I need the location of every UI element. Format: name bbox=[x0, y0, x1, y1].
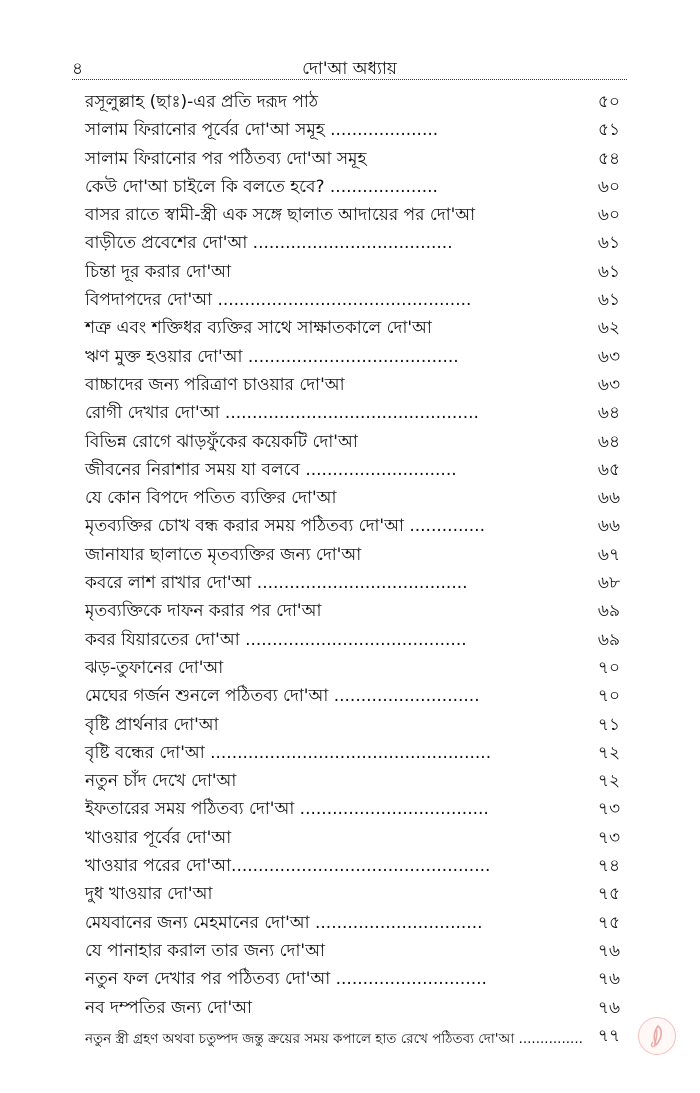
toc-entry bbox=[85, 399, 620, 427]
toc-entry bbox=[85, 145, 620, 173]
toc-entry-page: ৭৪ bbox=[597, 856, 620, 877]
toc-entry-page: ৫০ bbox=[597, 92, 620, 112]
toc-entry-title: জীবনের নিরাশার সময় যা বলবে ............................ bbox=[85, 459, 457, 480]
toc-entry-title: কেউ দো'আ চাইলে কি বলতে হবে? .................... bbox=[85, 176, 438, 197]
toc-entry-title: নতুন চাঁদ দেখে দো'আ bbox=[85, 771, 237, 792]
toc-entry-title: রোগী দেখার দো'আ ............................................... bbox=[85, 403, 479, 424]
toc-entry-page: ৬৭ bbox=[597, 544, 620, 565]
toc-entry-page: ৬২ bbox=[597, 318, 620, 339]
toc-entry-page: ৭৬ bbox=[597, 997, 620, 1018]
toc-entry-title: বাড়ীতে প্রবেশের দো'আ ..................................... bbox=[85, 233, 453, 254]
toc-entry bbox=[85, 173, 620, 201]
toc-entry bbox=[85, 767, 620, 795]
running-title: দো'আ অধ্যায় bbox=[302, 59, 397, 79]
toc-entry-page: ৭৫ bbox=[597, 912, 620, 933]
toc-entry-title: কবরে লাশ রাখার দো'আ ....................................... bbox=[85, 573, 468, 594]
toc-entry bbox=[85, 654, 620, 682]
toc-entry bbox=[85, 428, 620, 456]
feather-logo-icon bbox=[638, 1017, 676, 1055]
toc-entry bbox=[85, 739, 620, 767]
toc-entry-page: ৬০ bbox=[597, 205, 620, 226]
toc-entry-page: ৭০ bbox=[597, 657, 620, 678]
toc-entry-page: ৬০ bbox=[597, 176, 620, 197]
toc-entry-title: সালাম ফিরানোর পর পঠিতব্য দো'আ সমূহ bbox=[85, 148, 367, 169]
toc-entry bbox=[85, 314, 620, 342]
toc-entry bbox=[85, 852, 620, 880]
page-header bbox=[72, 56, 627, 78]
toc-entry bbox=[85, 541, 620, 569]
toc-entry-title: মেঘের গর্জন শুনলে পঠিতব্য দো'আ ........................... bbox=[85, 686, 480, 707]
toc-entry bbox=[85, 456, 620, 484]
toc-entry bbox=[85, 88, 620, 116]
toc-entry bbox=[85, 937, 620, 965]
toc-entry-page: ৭৫ bbox=[597, 884, 620, 905]
toc-entry-page: ৬৪ bbox=[597, 403, 620, 424]
toc-entry-page: ৬৮ bbox=[597, 573, 620, 594]
toc-entry bbox=[85, 909, 620, 937]
toc-entry-title: বিভিন্ন রোগে ঝাড়ফুঁকের কয়েকটি দো'আ bbox=[85, 431, 358, 452]
toc-entry bbox=[85, 994, 620, 1022]
toc-entry-title: ইফতারের সময় পঠিতব্য দো'আ ................................... bbox=[85, 799, 489, 820]
toc-entry-title: বৃষ্টি প্রার্থনার দো'আ bbox=[85, 714, 219, 735]
toc-entry bbox=[85, 626, 620, 654]
toc-entry-page: ৭৬ bbox=[597, 940, 620, 961]
toc-entry-title: নতুন স্ত্রী গ্রহণ অথবা চতুষ্পদ জন্তু ক্রয়ের সময় কপালে হাত রেখে পঠিতব্য দো'আ ............... bbox=[85, 1030, 583, 1047]
page-number: ৪ bbox=[72, 59, 84, 79]
toc-entry-page: ৬৯ bbox=[597, 601, 620, 622]
toc-entry bbox=[85, 258, 620, 286]
toc-entry-title: সালাম ফিরানোর পূর্বের দো'আ সমূহ .................... bbox=[85, 120, 439, 141]
toc-entry-title: ঋণ মুক্ত হওয়ার দো'আ ....................................... bbox=[85, 346, 459, 367]
toc-entry bbox=[85, 201, 620, 229]
toc-entry-title: মৃতব্যক্তির চোখ বন্ধ করার সময় পঠিতব্য দো'আ .............. bbox=[85, 516, 485, 537]
toc-entry-title: শত্রু এবং শক্তিধর ব্যক্তির সাথে সাক্ষাতকালে দো'আ bbox=[85, 318, 432, 339]
toc-entry-title: বাসর রাতে স্বামী-স্ত্রী এক সঙ্গে ছালাত আদায়ের পর দো'আ bbox=[85, 205, 476, 226]
toc-entry-page: ৬৪ bbox=[597, 431, 620, 452]
toc-entry bbox=[85, 343, 620, 371]
toc-entry-page: ৭২ bbox=[597, 771, 620, 792]
toc-entry bbox=[85, 1022, 620, 1050]
toc-entry-page: ৬৬ bbox=[597, 488, 620, 509]
toc-entry bbox=[85, 824, 620, 852]
toc-entry bbox=[85, 371, 620, 399]
table-of-contents bbox=[85, 88, 620, 1050]
toc-entry-title: নব দম্পতির জন্য দো'আ bbox=[85, 997, 252, 1018]
toc-entry-page: ৭১ bbox=[597, 714, 620, 735]
toc-entry bbox=[85, 880, 620, 908]
toc-entry-title: নতুন ফল দেখার পর পঠিতব্য দো'আ ............................ bbox=[85, 969, 487, 990]
toc-entry-page: ৭২ bbox=[597, 742, 620, 763]
toc-entry-title: ঝড়-তুফানের দো'আ bbox=[85, 657, 224, 678]
toc-entry-page: ৬৩ bbox=[597, 374, 620, 395]
toc-entry-page: ৬৬ bbox=[597, 516, 620, 537]
toc-entry-page: ৭৩ bbox=[597, 827, 620, 848]
toc-entry bbox=[85, 116, 620, 144]
toc-entry-title: খাওয়ার পূর্বের দো'আ bbox=[85, 827, 232, 848]
toc-entry-page: ৭৩ bbox=[597, 799, 620, 820]
toc-entry bbox=[85, 286, 620, 314]
toc-entry-page: ৬৯ bbox=[597, 629, 620, 650]
toc-entry-title: জানাযার ছালাতে মৃতব্যক্তির জন্য দো'আ bbox=[85, 544, 362, 565]
toc-entry bbox=[85, 711, 620, 739]
toc-entry-page: ৭৬ bbox=[597, 969, 620, 990]
toc-entry-page: ৬১ bbox=[597, 261, 620, 282]
toc-entry bbox=[85, 597, 620, 625]
toc-entry-title: বিপদাপদের দো'আ ............................................... bbox=[85, 290, 472, 311]
toc-entry-title: মেযবানের জন্য মেহমানের দো'আ ............................... bbox=[85, 912, 483, 933]
toc-entry-title: খাওয়ার পরের দো'আ................................................ bbox=[85, 856, 491, 877]
toc-entry-page: ৭০ bbox=[597, 686, 620, 707]
toc-entry bbox=[85, 512, 620, 540]
toc-entry-title: যে পানাহার করাল তার জন্য দো'আ bbox=[85, 940, 325, 961]
toc-entry-page: ৬৫ bbox=[597, 459, 620, 480]
toc-entry-title: মৃতব্যক্তিকে দাফন করার পর দো'আ bbox=[85, 601, 322, 622]
toc-entry bbox=[85, 682, 620, 710]
toc-entry bbox=[85, 795, 620, 823]
toc-entry-title: বাচ্চাদের জন্য পরিত্রাণ চাওয়ার দো'আ bbox=[85, 374, 345, 395]
toc-entry-title: দুধ খাওয়ার দো'আ bbox=[85, 884, 213, 905]
toc-entry-page: ৫১ bbox=[597, 120, 620, 141]
toc-entry-title: চিন্তা দূর করার দো'আ bbox=[85, 261, 231, 282]
toc-entry-page: ৬১ bbox=[597, 233, 620, 254]
toc-entry-title: বৃষ্টি বন্ধের দো'আ .................................................... bbox=[85, 742, 492, 763]
toc-entry-page: ৫৪ bbox=[597, 148, 620, 169]
toc-entry-title: কবর যিয়ারতের দো'আ ......................................... bbox=[85, 629, 467, 650]
toc-entry-page: ৭৭ bbox=[597, 1025, 620, 1046]
header-dotted-rule bbox=[72, 79, 627, 80]
toc-entry-page: ৬১ bbox=[597, 290, 620, 311]
toc-entry bbox=[85, 569, 620, 597]
toc-entry-title: যে কোন বিপদে পতিত ব্যক্তির দো'আ bbox=[85, 488, 337, 509]
toc-entry-page: ৬৩ bbox=[597, 346, 620, 367]
toc-entry bbox=[85, 965, 620, 993]
toc-entry bbox=[85, 229, 620, 257]
toc-entry bbox=[85, 484, 620, 512]
toc-entry-title: রসূলুল্লাহ (ছাঃ)-এর প্রতি দরূদ পাঠ bbox=[85, 92, 318, 112]
